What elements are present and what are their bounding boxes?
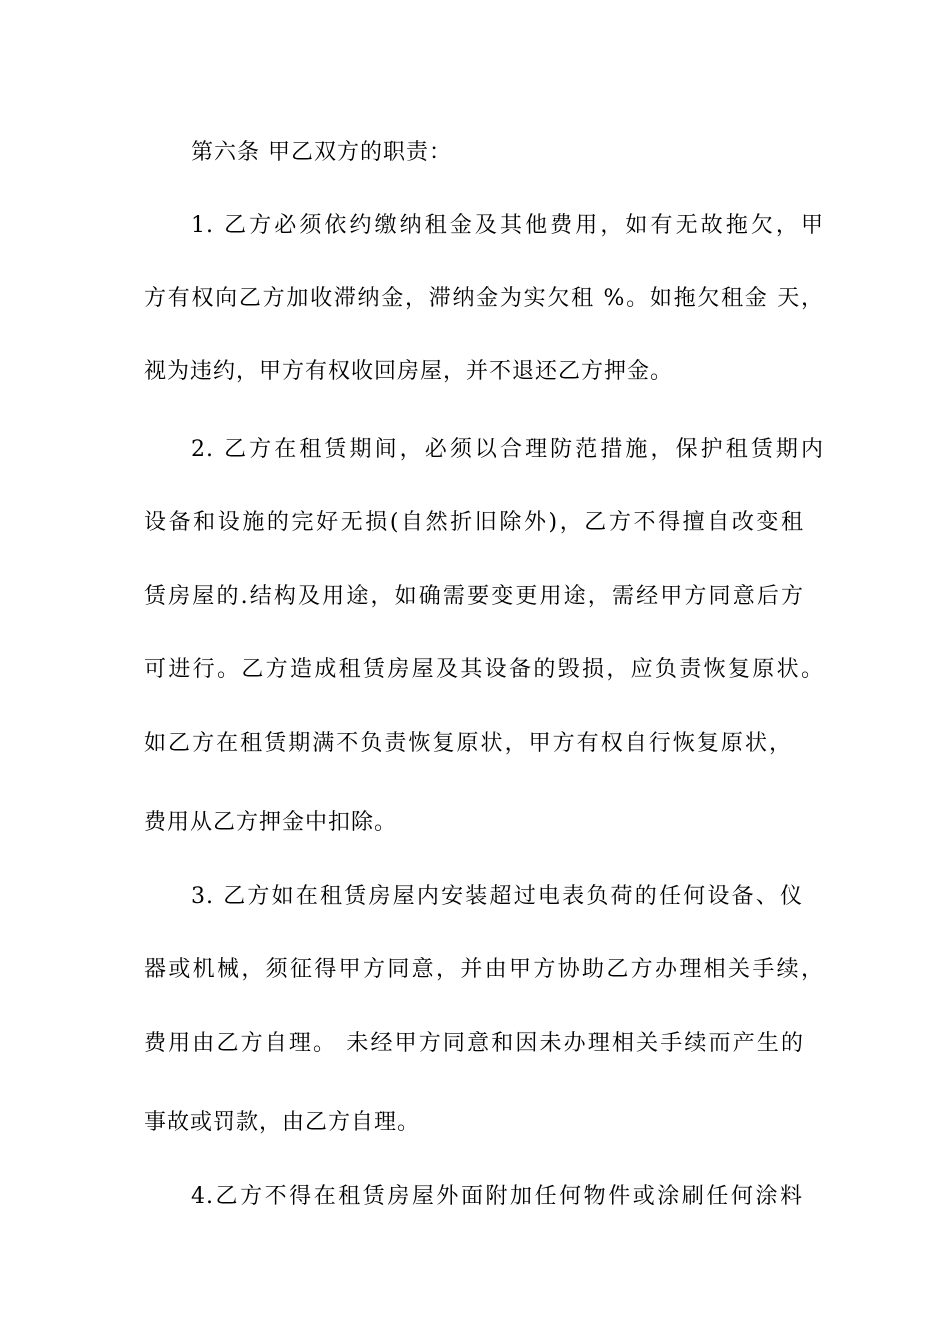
paragraph-line: 如乙方在租赁期满不负责恢复原状，甲方有权自行恢复原状， — [144, 731, 792, 756]
paragraph-line: 2. 乙方在租赁期间，必须以合理防范措施，保护租赁期内 — [191, 437, 824, 462]
paragraph-line: 可进行。乙方造成租赁房屋及其设备的毁损，应负责恢复原状。 — [144, 657, 824, 682]
paragraph-line: 视为违约，甲方有权收回房屋，并不退还乙方押金。 — [144, 359, 674, 384]
paragraph-line: 方有权向乙方加收滞纳金，滞纳金为实欠租 %。如拖欠租金 天， — [144, 286, 824, 311]
paragraph-line: 赁房屋的.结构及用途，如确需要变更用途，需经甲方同意后方 — [144, 584, 804, 609]
paragraph-line: 设备和设施的完好无损(自然折旧除外)，乙方不得擅自改变租 — [144, 510, 804, 535]
paragraph-line: 事故或罚款，由乙方自理。 — [144, 1110, 421, 1135]
paragraph-line: 3. 乙方如在租赁房屋内安装超过电表负荷的任何设备、仪 — [191, 884, 803, 909]
paragraph-line: 1. 乙方必须依约缴纳租金及其他费用，如有无故拖欠，甲 — [191, 213, 824, 238]
paragraph-line: 器或机械，须征得甲方同意，并由甲方协助乙方办理相关手续， — [144, 957, 824, 982]
paragraph-line: 费用由乙方自理。 未经甲方同意和因未办理相关手续而产生的 — [144, 1031, 804, 1056]
paragraph-line: 费用从乙方押金中扣除。 — [144, 810, 398, 835]
paragraph-line: 4.乙方不得在租赁房屋外面附加任何物件或涂刷任何涂料 — [191, 1184, 803, 1209]
article-heading: 第六条 甲乙双方的职责： — [191, 140, 452, 165]
